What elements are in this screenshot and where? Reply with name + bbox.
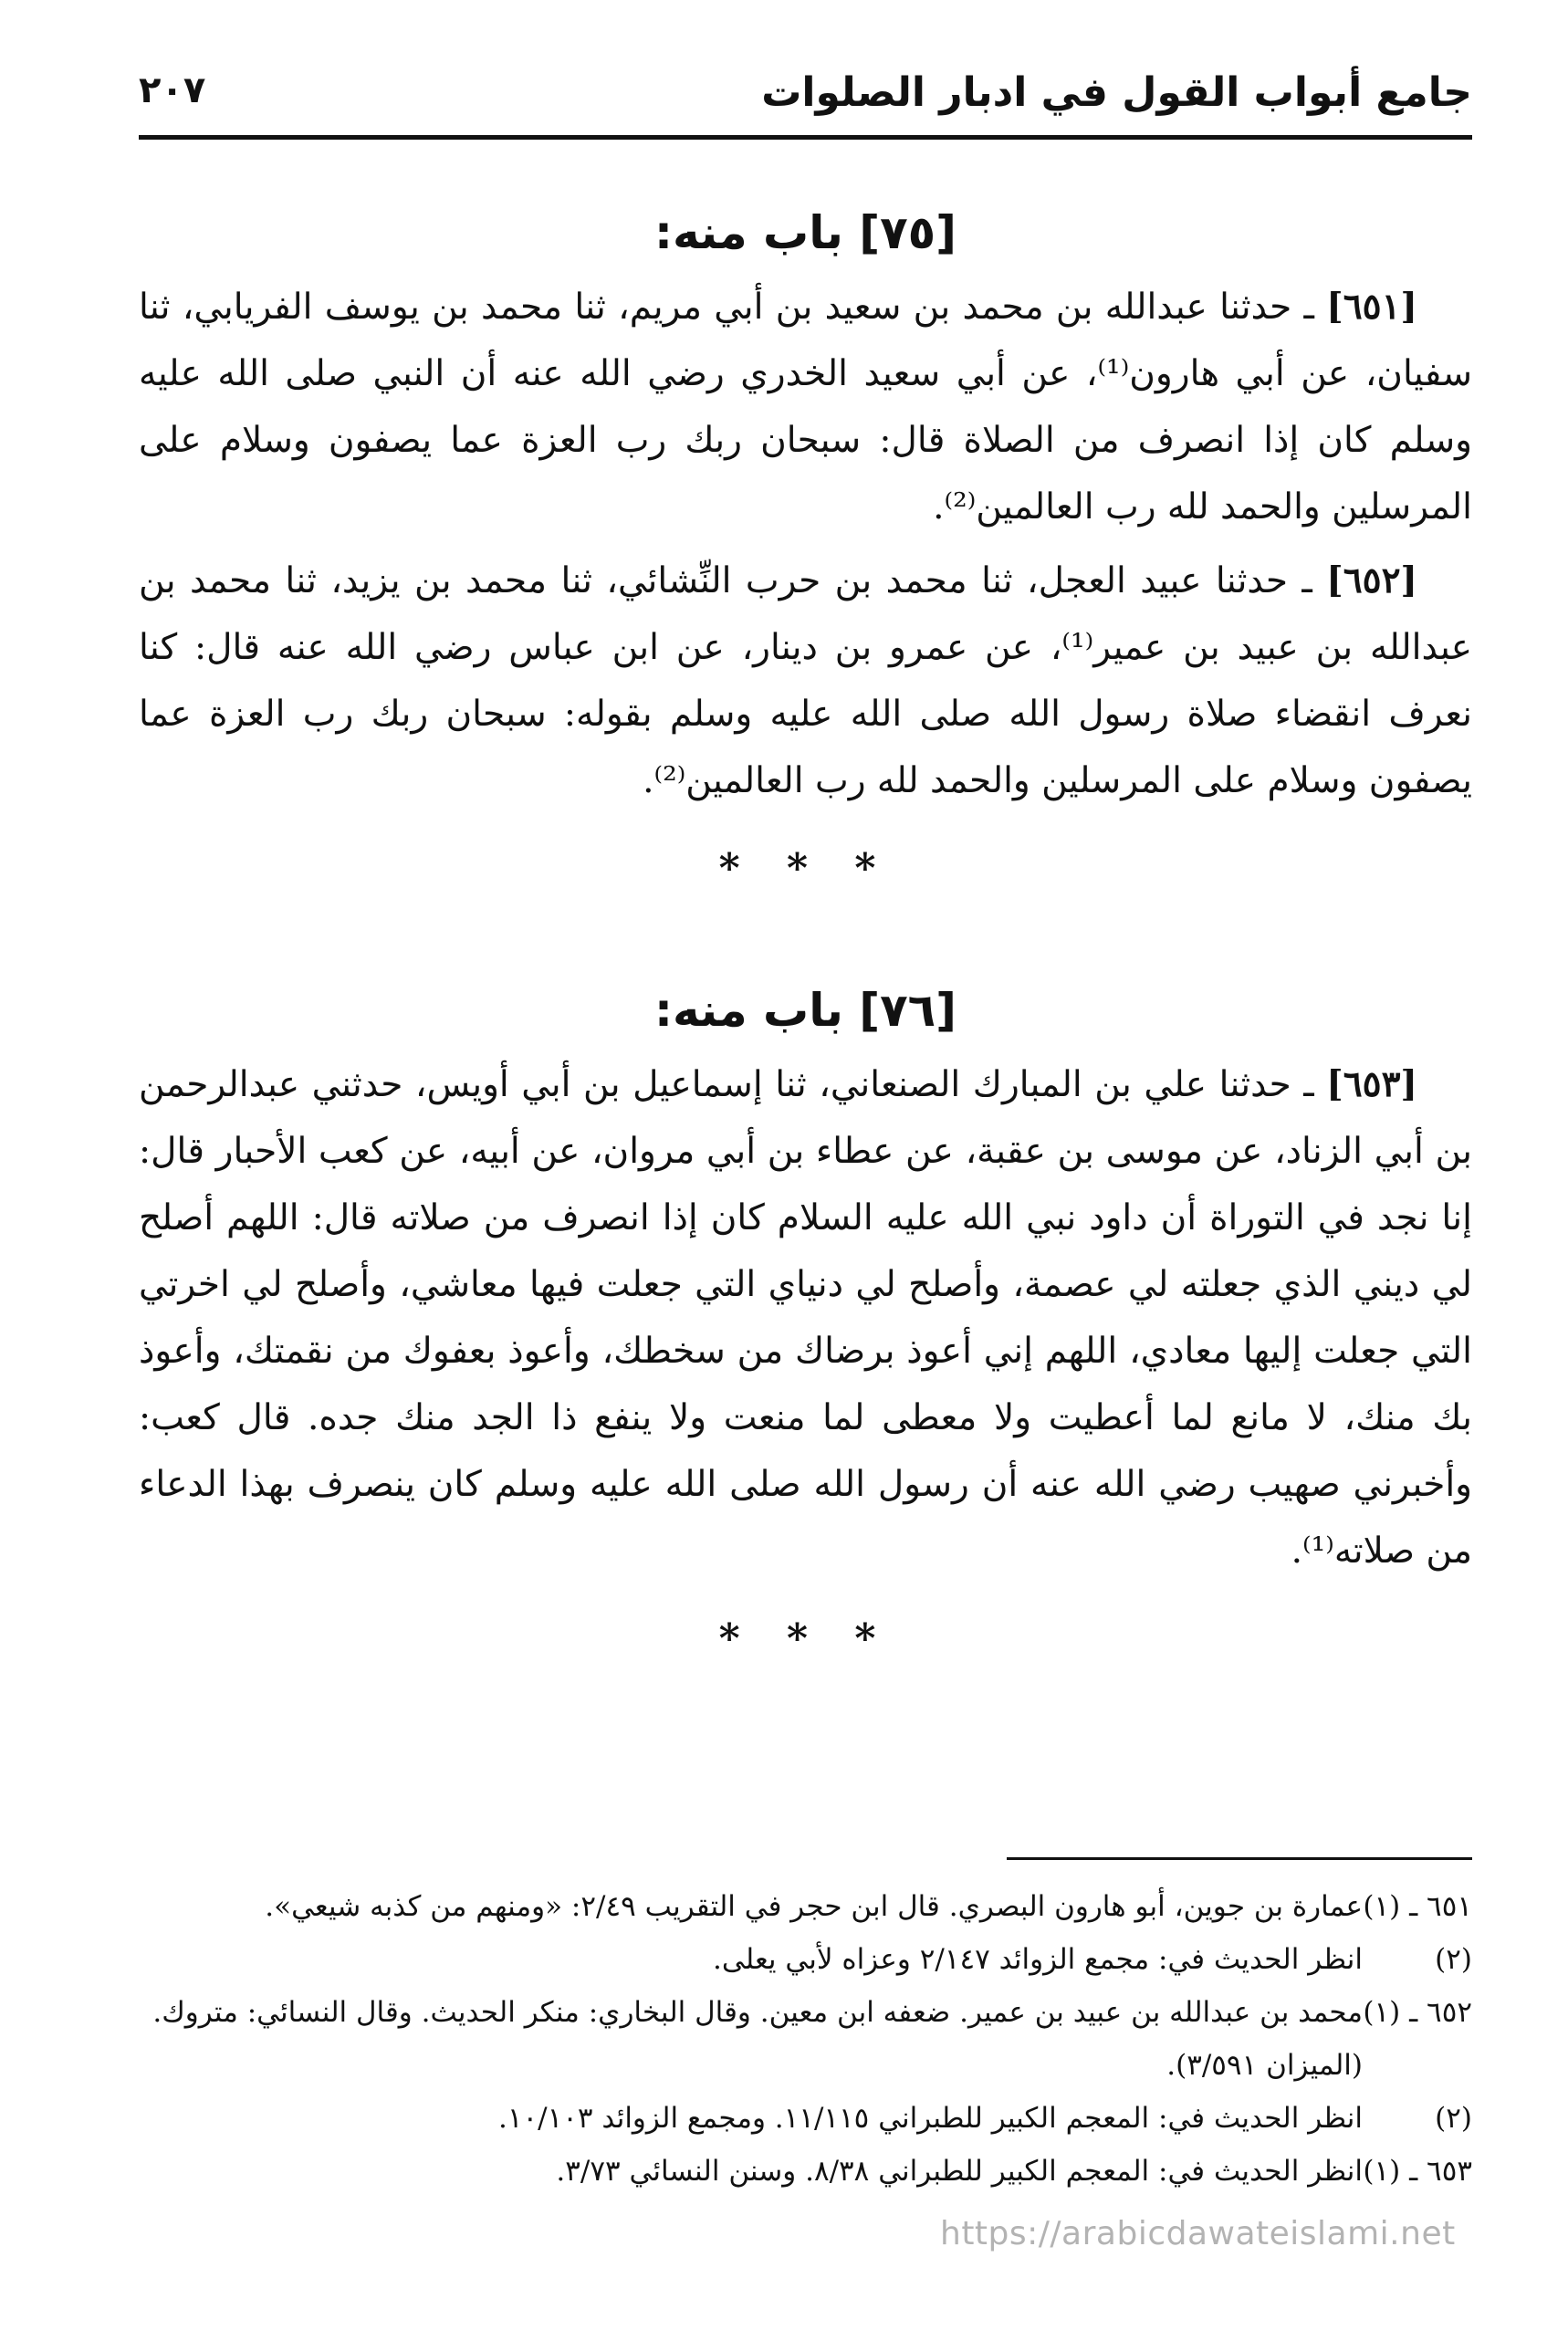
running-header	[139, 62, 1472, 140]
hadith-text: ـ حدثنا علي بن المبارك الصنعاني، ثنا إسماعيل بن أبي أويس، حدثني عبدالرحمن بن أبي الزناد، عن موسى بن عقبة، عن عطاء بن أبي مروان، عن أبيه، عن كعب الأحبار قال: إنا نجد في التوراة أن داود نبي الله عليه السلام كان إذا انصرف من صلاته قال: اللهم أصلح لي ديني الذي جعلته لي عصمة، وأصلح لي دنياي التي جعلت فيها معاشي، وأصلح لي اخرتي التي جعلت إليها معادي، اللهم إني أعوذ برضاك من سخطك، وأعوذ بعفوك من نقمتك، وأعوذ بك منك، لا مانع لما أعطيت ولا معطى لما منعت ولا ينفع ذا الجد منك جده. قال كعب: وأخبرني صهيب رضي الله عنه أن رسول الله صلى الله عليه وسلم كان ينصرف بهذا الدعاء من صلاته⁽¹⁾.	[139, 1064, 1472, 1572]
hadith-number: [٦٥٢]	[1326, 559, 1417, 601]
hadith-number: [٦٥٣]	[1326, 1063, 1417, 1105]
running-title: جامع أبواب القول في ادبار الصلوات	[761, 69, 1472, 116]
footnote	[139, 2145, 1472, 2198]
main-text	[139, 192, 1472, 1740]
hadith-text: ـ حدثنا عبدالله بن محمد بن سعيد بن أبي مريم، ثنا محمد بن يوسف الفريابي، ثنا سفيان، عن أبي هارون⁽¹⁾، عن أبي سعيد الخدري رضي الله عنه أن النبي صلى الله عليه وسلم كان إذا انصرف من الصلاة قال: سبحان ربك رب العزة عما يصفون وسلام على المرسلين والحمد لله رب العالمين⁽²⁾.	[139, 287, 1473, 528]
footnote-ref: (٢)	[1435, 2102, 1472, 2135]
footnote	[139, 1880, 1472, 1933]
footnote-text: انظر الحديث في: المعجم الكبير للطبراني ٨/٣٨. وسنن النسائي ٣/٧٣.	[556, 2155, 1363, 2188]
footnote-ref: ٦٥٣ ـ (١)	[1363, 2155, 1472, 2188]
hadith-number: [٦٥١]	[1326, 286, 1417, 328]
chapter-heading: [٧٦] باب منه:	[653, 984, 957, 1037]
chapter-75	[139, 192, 1472, 933]
hadith-paragraph	[139, 1051, 1472, 1584]
footnote-ref: ٦٥٢ ـ (١)	[1363, 1996, 1472, 2029]
footnote-text: عمارة بن جوين، أبو هارون البصري. قال ابن حجر في التقريب ٢/٤٩: «ومنهم من كذبه شيعي».	[265, 1890, 1363, 1923]
hadith-paragraph	[139, 548, 1472, 814]
chapter-heading: [٧٥] باب منه:	[653, 206, 957, 259]
footnote	[139, 2092, 1472, 2145]
footnotes	[139, 1880, 1472, 2198]
section-separator: * * *	[718, 1615, 893, 1662]
footnote	[139, 1933, 1472, 1986]
footnote-text: انظر الحديث في: مجمع الزوائد ٢/١٤٧ وعزاه لأبي يعلى.	[713, 1943, 1363, 1976]
footnote-text: محمد بن عبدالله بن عبيد بن عمير. ضعفه ابن معين. وقال البخاري: منكر الحديث. وقال النسائي: متروك. (الميزان ٣/٥٩١).	[152, 1996, 1363, 2082]
footnote-ref: ٦٥١ ـ (١)	[1363, 1890, 1472, 1923]
hadith-text: ـ حدثنا عبيد العجل، ثنا محمد بن حرب النِّشائي، ثنا محمد بن يزيد، ثنا محمد بن عبدالله بن عبيد بن عمير⁽¹⁾، عن عمرو بن دينار، عن ابن عباس رضي الله عنه قال: كنا نعرف انقضاء صلاة رسول الله صلى الله عليه وسلم بقوله: سبحان ربك رب العزة عما يصفون وسلام على المرسلين والحمد لله رب العالمين⁽²⁾.	[139, 560, 1472, 801]
page-number: ٢٠٧	[139, 69, 206, 111]
chapter-76	[139, 969, 1472, 1703]
footnote-rule	[1007, 1857, 1472, 1860]
watermark: https://arabicdawateislami.net	[940, 2215, 1456, 2252]
footnote-text: انظر الحديث في: المعجم الكبير للطبراني ١١/١١٥. ومجمع الزوائد ١٠/١٠٣.	[498, 2102, 1363, 2135]
footnote-ref: (٢)	[1435, 1943, 1472, 1976]
hadith-paragraph	[139, 274, 1472, 540]
footnote	[139, 1986, 1472, 2092]
section-separator: * * *	[718, 845, 893, 892]
